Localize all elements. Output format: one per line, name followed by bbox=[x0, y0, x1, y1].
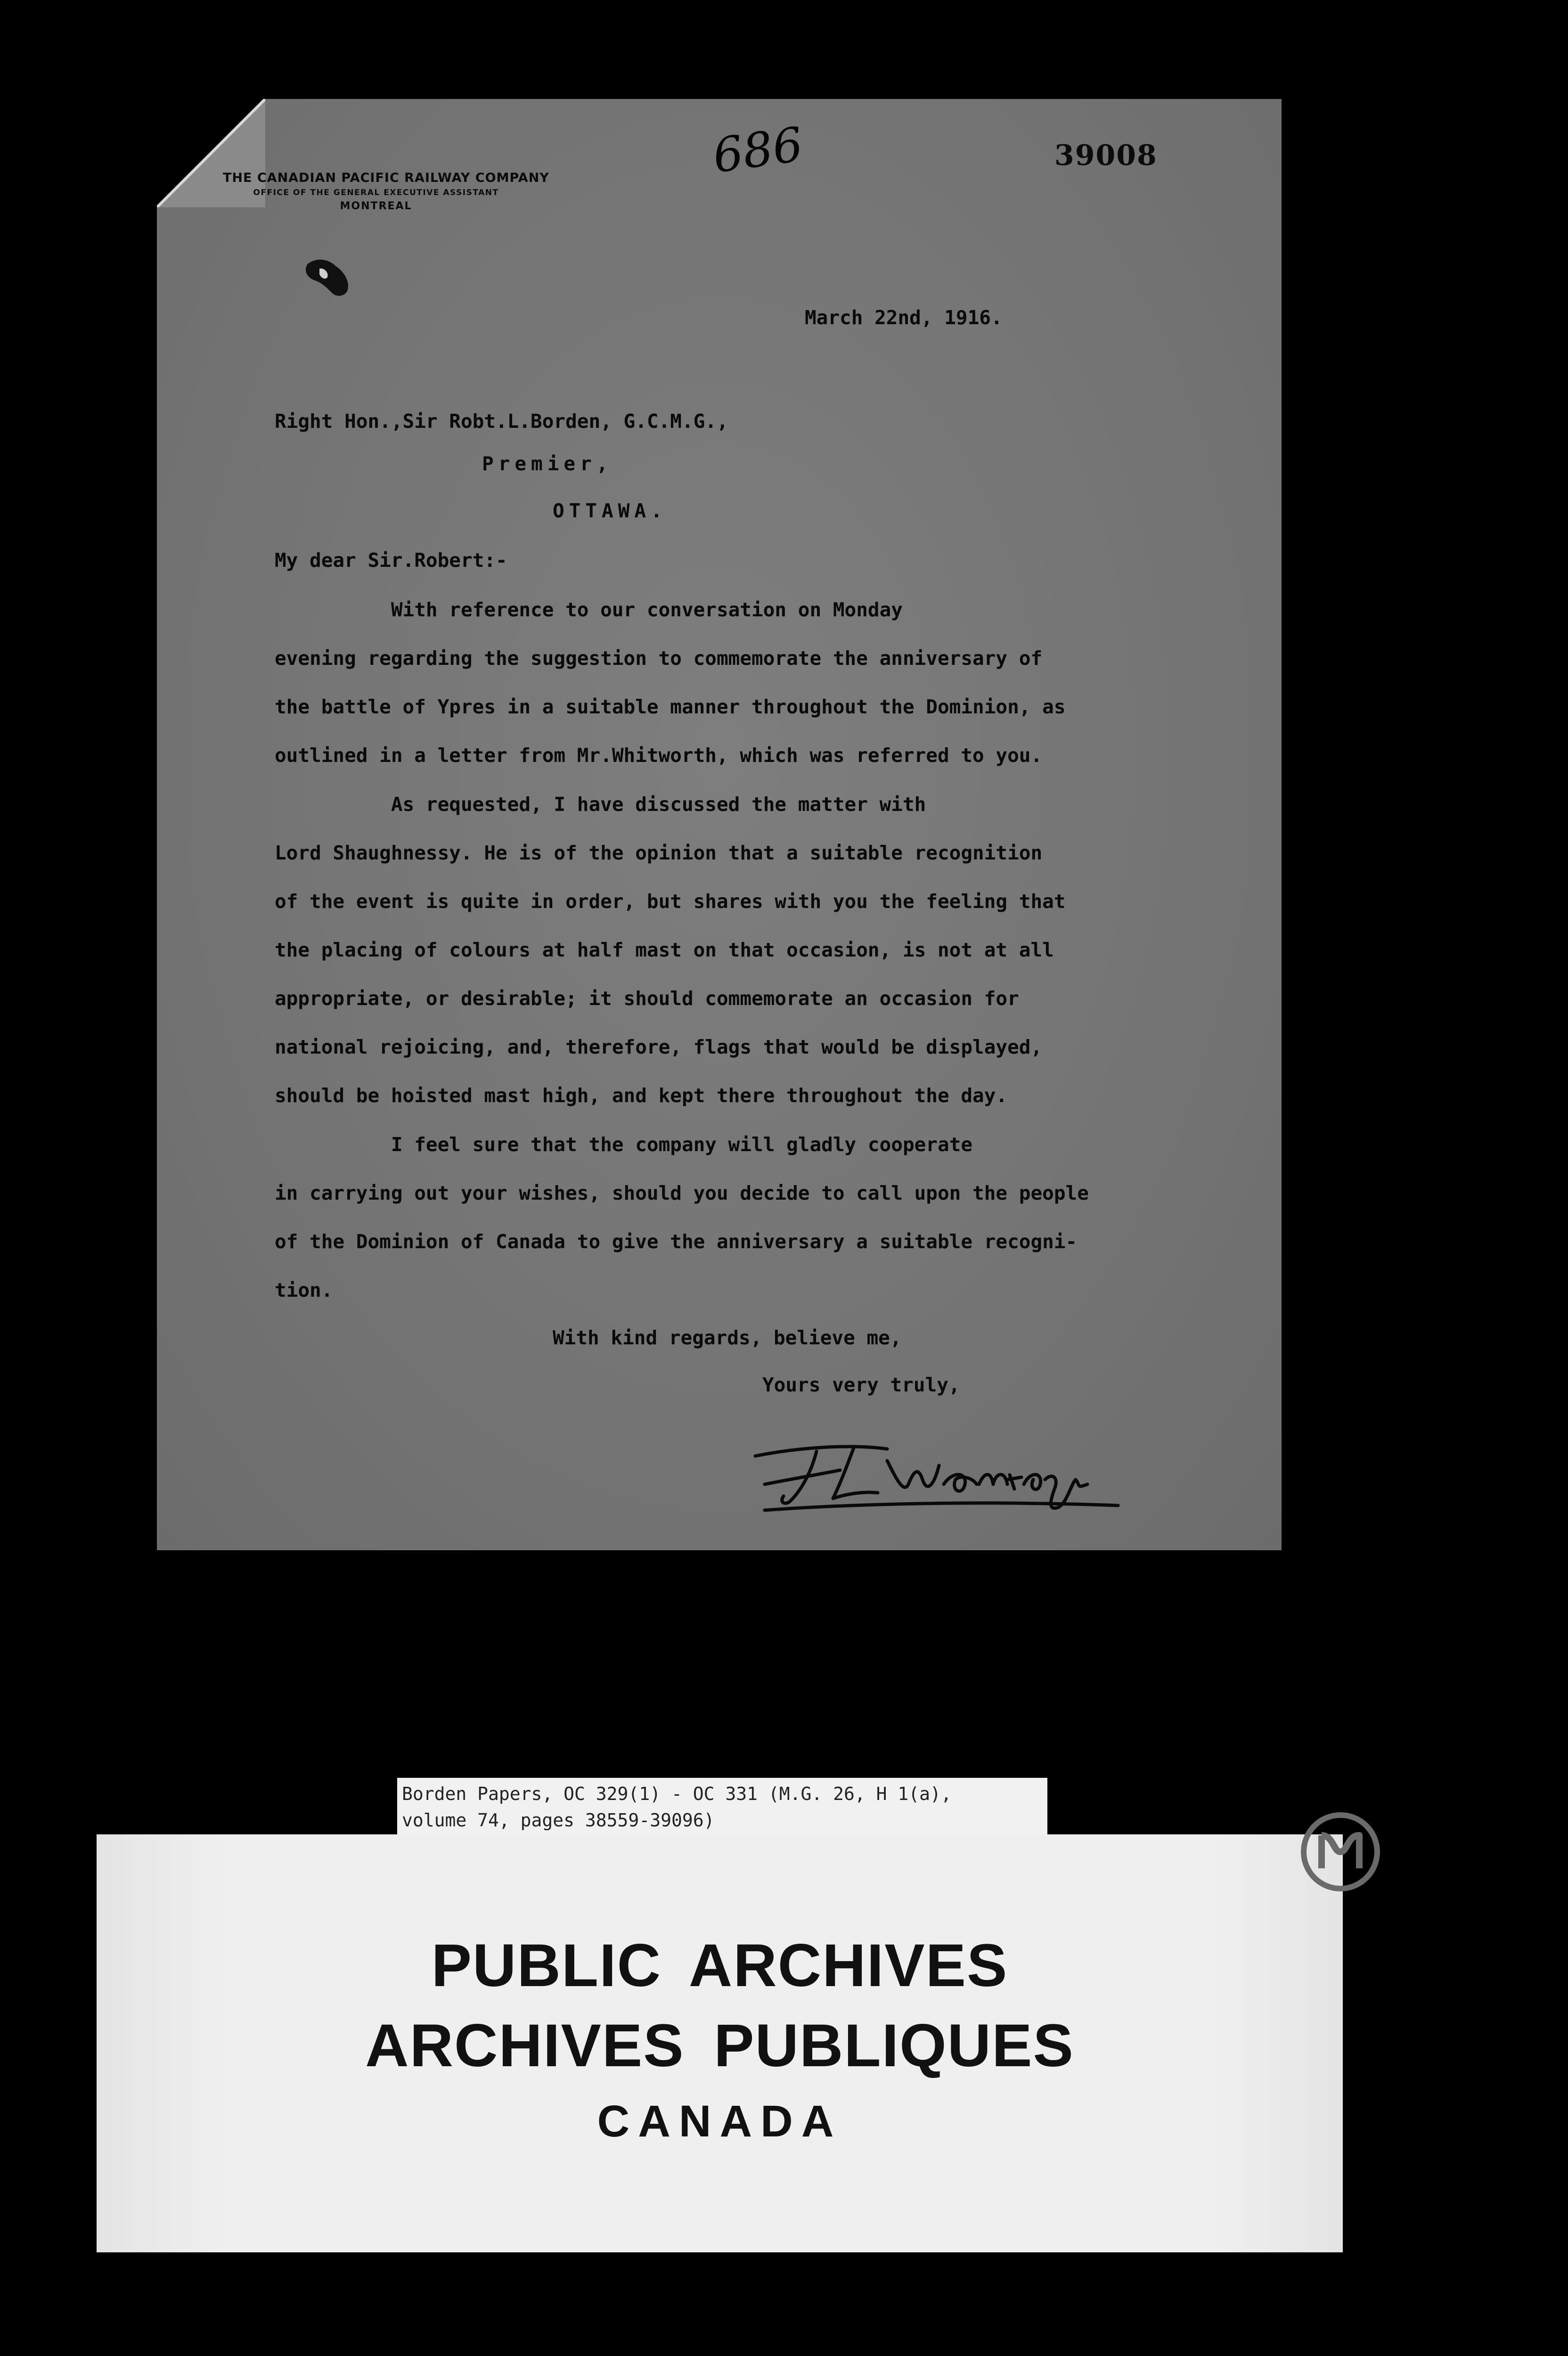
body-line: should be hoisted mast high, and kept there throughout the day. bbox=[275, 1084, 1008, 1107]
body-line: national rejoicing, and, therefore, flags that would be displayed, bbox=[275, 1036, 1043, 1058]
body-line: Lord Shaughnessy. He is of the opinion that a suitable recognition bbox=[275, 842, 1043, 864]
letterhead bbox=[223, 169, 600, 214]
letter-date: March 22nd, 1916. bbox=[805, 306, 1003, 329]
body-line: outlined in a letter from Mr.Whitworth, which was referred to you. bbox=[275, 744, 1043, 767]
page-number: 39008 bbox=[1054, 139, 1158, 172]
body-line: in carrying out your wishes, should you decide to call upon the people bbox=[275, 1182, 1089, 1204]
salutation: My dear Sir.Robert:- bbox=[275, 549, 507, 572]
body-line: appropriate, or desirable; it should commemorate an occasion for bbox=[275, 987, 1019, 1010]
archive-country: CANADA bbox=[597, 2096, 842, 2146]
body-line: the placing of colours at half mast on that occasion, is not at all bbox=[275, 939, 1054, 961]
body-line: the battle of Ypres in a suitable manner throughout the Dominion, as bbox=[275, 695, 1066, 718]
recipient-city: OTTAWA. bbox=[553, 499, 667, 522]
archive-logo-icon bbox=[1296, 1807, 1385, 1897]
letterhead-company: THE CANADIAN PACIFIC RAILWAY COMPANY bbox=[223, 171, 549, 185]
archive-title-english: PUBLIC ARCHIVES bbox=[431, 1932, 1008, 1999]
ink-blot bbox=[303, 254, 355, 299]
letter-page bbox=[157, 99, 1282, 1550]
handwritten-signature bbox=[746, 1414, 1132, 1522]
archive-card bbox=[97, 1834, 1343, 2252]
body-line: tion. bbox=[275, 1279, 333, 1301]
archive-title-french: ARCHIVES PUBLIQUES bbox=[365, 2012, 1074, 2079]
body-line: of the event is quite in order, but shares with you the feeling that bbox=[275, 890, 1066, 913]
body-line: With reference to our conversation on Monday bbox=[275, 598, 903, 621]
closing-regards: With kind regards, believe me, bbox=[553, 1326, 902, 1349]
recipient-name: Right Hon.,Sir Robt.L.Borden, G.C.M.G., bbox=[275, 410, 728, 433]
body-line: I feel sure that the company will gladly cooperate bbox=[275, 1133, 973, 1156]
reference-line: Borden Papers, OC 329(1) - OC 331 (M.G. 26, H 1(a), bbox=[402, 1783, 952, 1804]
letterhead-office: OFFICE OF THE GENERAL EXECUTIVE ASSISTANT bbox=[253, 188, 499, 198]
body-line: As requested, I have discussed the matter with bbox=[275, 793, 926, 816]
recipient-title: Premier, bbox=[482, 452, 613, 475]
reference-slip bbox=[397, 1778, 1047, 1837]
body-line: of the Dominion of Canada to give the anniversary a suitable recogni- bbox=[275, 1230, 1078, 1253]
closing-signoff: Yours very truly, bbox=[762, 1374, 960, 1396]
body-line: evening regarding the suggestion to commemorate the anniversary of bbox=[275, 647, 1043, 670]
handwritten-folio-number: 686 bbox=[709, 116, 807, 184]
letterhead-city: MONTREAL bbox=[340, 200, 412, 212]
reference-line: volume 74, pages 38559-39096) bbox=[402, 1810, 715, 1831]
